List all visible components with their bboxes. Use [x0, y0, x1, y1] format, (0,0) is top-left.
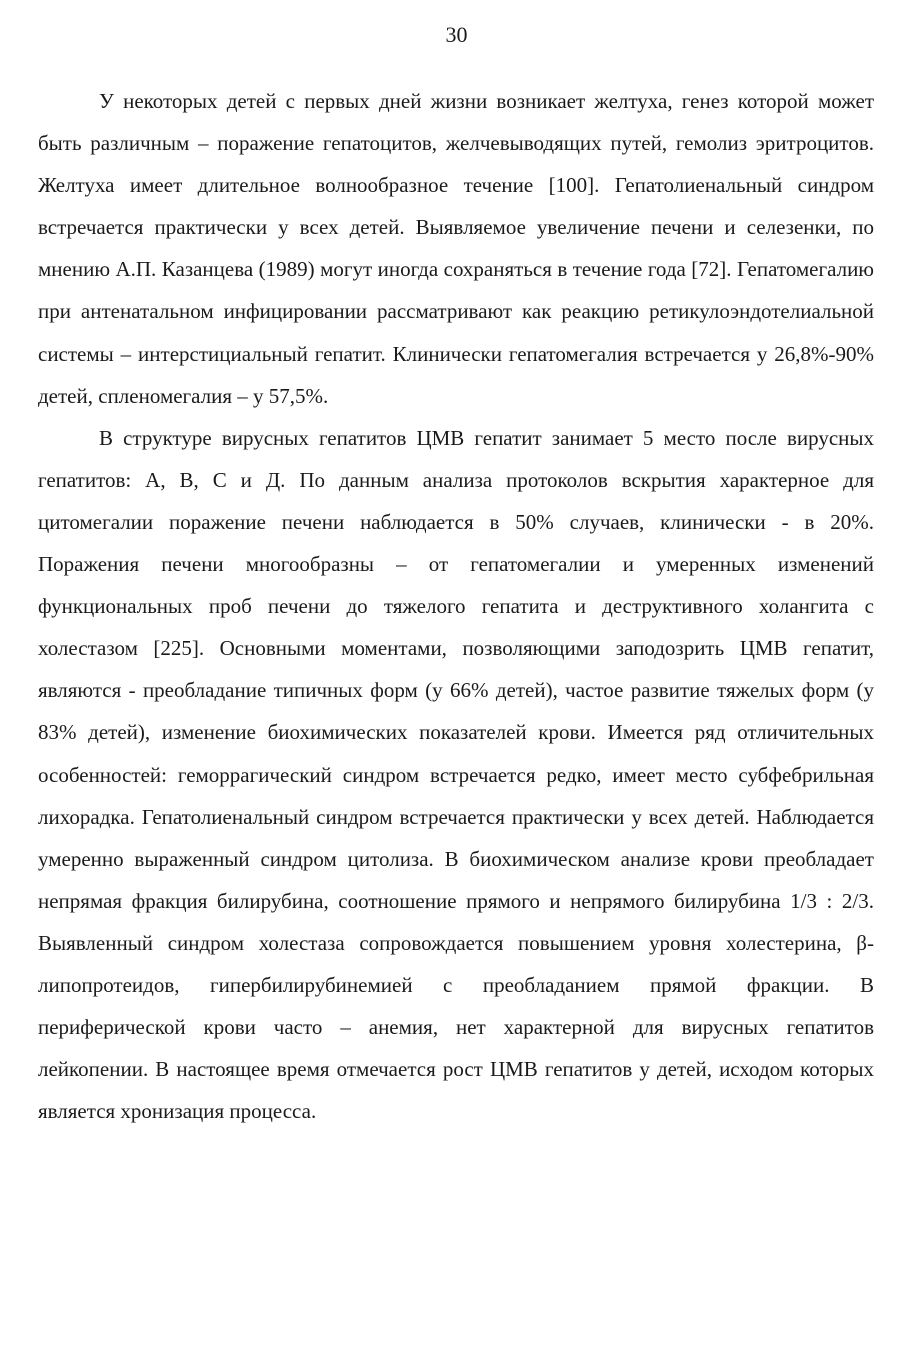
page-number: 30 [445, 22, 468, 47]
paragraph-cmv-hepatitis: В структуре вирусных гепатитов ЦМВ гепатит занимает 5 место после вирусных гепатитов: А, В, С и Д. По данным анализа протоколов вскрытия характерное для цитомегалии поражение печени наблюдается в 50% случаев, клинически - в 20%. Поражения печени многообразны – от гепатомегалии и умеренных изменений функциональных проб печени до тяжелого гепатита и деструктивного холангита с холестазом [225]. Основными моментами, позволяющими заподозрить ЦМВ гепатит, являются - преобладание типичных форм (у 66% детей), частое развитие тяжелых форм (у 83% детей), изменение биохимических показателей крови. Имеется ряд отличительных особенностей: геморрагический синдром встречается редко, имеет место субфебрильная лихорадка. Гепатолиенальный синдром встречается практически у всех детей. Наблюдается умеренно выраженный синдром цитолиза. В биохимическом анализе крови преобладает непрямая фракция билирубина, соотношение прямого и непрямого билирубина 1/3 : 2/3. Выявленный синдром холестаза сопровождается повышением уровня холестерина, β-липопротеидов, гипербилирубинемией с преобладанием прямой фракции. В периферической крови часто – анемия, нет характерной для вирусных гепатитов лейкопении. В настоящее время отмечается рост ЦМВ гепатитов у детей, исходом которых является хронизация процесса. [38, 425, 874, 1124]
body-text [38, 80, 874, 1132]
paragraph-jaundice: У некоторых детей с первых дней жизни возникает желтуха, генез которой может быть различным – поражение гепатоцитов, желчевыводящих путей, гемолиз эритроцитов. Желтуха имеет длительное волнообразное течение [100]. Гепатолиенальный синдром встречается практически у всех детей. Выявляемое увеличение печени и селезенки, по мнению А.П. Казанцева (1989) могут иногда сохраняться в течение года [72]. Гепатомегалию при антенатальном инфицировании рассматривают как реакцию ретикулоэндотелиальной системы – интерстициальный гепатит. Клинически гепатомегалия встречается у 26,8%-90% детей, спленомегалия – у 57,5%. [38, 89, 874, 408]
